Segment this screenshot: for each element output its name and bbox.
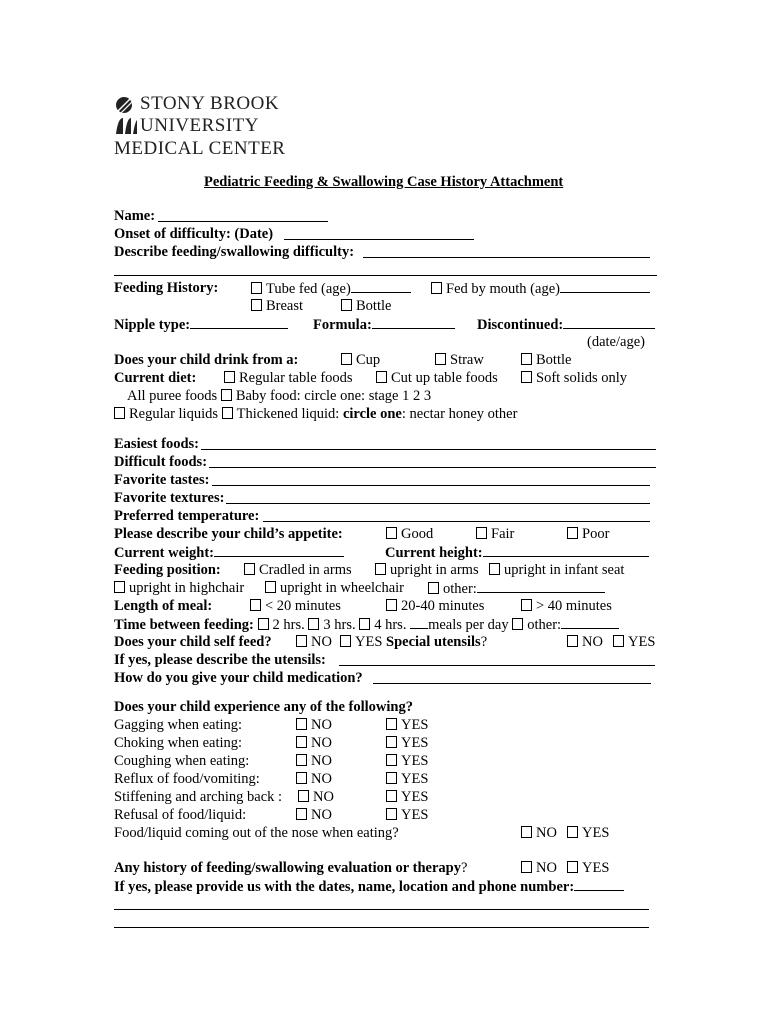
history-field-2[interactable] bbox=[114, 927, 649, 928]
gagging-no[interactable]: NO bbox=[296, 716, 332, 734]
history-label: Any history of feeding/swallowing evaluation or therapy? bbox=[114, 860, 468, 876]
refusal-yes[interactable]: YES bbox=[386, 806, 428, 824]
checkbox[interactable] bbox=[386, 718, 397, 730]
logo-line-2: UNIVERSITY bbox=[140, 115, 259, 136]
feeding-history-label: Feeding History: bbox=[114, 280, 219, 296]
preferred-temp-field[interactable] bbox=[263, 521, 650, 522]
reflux-label: Reflux of food/vomiting: bbox=[114, 771, 260, 787]
checkbox[interactable] bbox=[386, 527, 397, 539]
upright-arms-option[interactable]: upright in arms bbox=[375, 561, 479, 579]
checkbox[interactable] bbox=[244, 563, 255, 575]
diet-label: Current diet: bbox=[114, 370, 197, 386]
highchair-option[interactable]: upright in highchair bbox=[114, 579, 244, 597]
onset-label: Onset of difficulty bbox=[114, 226, 226, 242]
easiest-foods-field[interactable] bbox=[201, 449, 656, 450]
checkbox[interactable] bbox=[222, 407, 233, 419]
nose-no[interactable]: NO bbox=[521, 824, 557, 842]
medication-label: How do you give your child medication? bbox=[114, 670, 363, 686]
checkbox[interactable] bbox=[114, 407, 125, 419]
liquids-row[interactable]: Regular liquids Thickened liquid: circle one: nectar honey other bbox=[114, 405, 517, 423]
utensils-yes[interactable]: YES bbox=[613, 633, 655, 651]
refusal-no[interactable]: NO bbox=[296, 806, 332, 824]
describe-field-2[interactable] bbox=[114, 275, 657, 276]
checkbox[interactable] bbox=[340, 635, 351, 647]
favorite-textures-field[interactable] bbox=[226, 503, 650, 504]
name-label: Name: bbox=[114, 208, 156, 224]
coughing-no[interactable]: NO bbox=[296, 752, 332, 770]
easiest-foods-label: Easiest foods: bbox=[114, 436, 199, 452]
describe-field[interactable] bbox=[363, 257, 650, 258]
checkbox[interactable] bbox=[567, 635, 578, 647]
meal-under-20-option[interactable]: < 20 minutes bbox=[250, 597, 341, 615]
checkbox[interactable] bbox=[386, 808, 397, 820]
position-other-option[interactable]: other: bbox=[428, 579, 605, 598]
cradled-option[interactable]: Cradled in arms bbox=[244, 561, 352, 579]
favorite-tastes-label: Favorite tastes: bbox=[114, 472, 210, 488]
checkbox[interactable] bbox=[512, 618, 523, 630]
weight-label: Current weight: bbox=[114, 543, 344, 562]
onset-row bbox=[114, 225, 273, 243]
logo-line-1: STONY BROOK bbox=[140, 93, 280, 114]
onset-date-label: : (Date) bbox=[225, 226, 274, 242]
preferred-temp-label: Preferred temperature: bbox=[114, 508, 260, 524]
meal-over-40-option[interactable]: > 40 minutes bbox=[521, 597, 612, 615]
describe-label: Describe feeding/swallowing difficulty: bbox=[114, 244, 355, 260]
stiffening-label: Stiffening and arching back : bbox=[114, 789, 283, 805]
checkbox[interactable] bbox=[386, 599, 397, 611]
bottle-option[interactable]: Bottle bbox=[341, 297, 391, 315]
checkbox[interactable] bbox=[114, 581, 125, 593]
checkbox[interactable] bbox=[521, 599, 532, 611]
wheelchair-option[interactable]: upright in wheelchair bbox=[265, 579, 404, 597]
checkbox[interactable] bbox=[308, 618, 319, 630]
coughing-label: Coughing when eating: bbox=[114, 753, 250, 769]
choking-yes[interactable]: YES bbox=[386, 734, 428, 752]
reflux-no[interactable]: NO bbox=[296, 770, 332, 788]
drink-label: Does your child drink from a: bbox=[114, 352, 299, 368]
checkbox[interactable] bbox=[521, 353, 532, 365]
difficult-foods-label: Difficult foods: bbox=[114, 454, 208, 470]
onset-field[interactable] bbox=[284, 239, 474, 240]
checkbox[interactable] bbox=[386, 772, 397, 784]
puree-row[interactable]: All puree foods Baby food: circle one: stage 1 2 3 bbox=[127, 388, 432, 404]
nose-yes[interactable]: YES bbox=[567, 824, 609, 842]
gagging-label: Gagging when eating: bbox=[114, 717, 243, 733]
checkbox[interactable] bbox=[521, 371, 532, 383]
checkbox[interactable] bbox=[386, 790, 397, 802]
gagging-yes[interactable]: YES bbox=[386, 716, 428, 734]
logo-mark-icon bbox=[115, 96, 137, 114]
checkbox[interactable] bbox=[341, 353, 352, 365]
checkbox[interactable] bbox=[296, 772, 307, 784]
utensils-desc-field[interactable] bbox=[339, 665, 655, 666]
height-label: Current height: bbox=[385, 543, 649, 562]
checkbox[interactable] bbox=[224, 371, 235, 383]
checkbox[interactable] bbox=[296, 754, 307, 766]
checkbox[interactable] bbox=[221, 389, 232, 401]
checkbox[interactable] bbox=[251, 299, 262, 311]
checkbox[interactable] bbox=[250, 599, 261, 611]
history-no[interactable]: NO bbox=[521, 859, 557, 877]
soft-solids-option[interactable]: Soft solids only bbox=[521, 369, 627, 387]
breast-option[interactable]: Breast bbox=[251, 297, 303, 315]
cup-option[interactable]: Cup bbox=[341, 351, 380, 369]
formula-label: Formula: bbox=[313, 315, 455, 334]
provide-label: If yes, please provide us with the dates, name, location and phone number: bbox=[114, 877, 624, 896]
infant-seat-option[interactable]: upright in infant seat bbox=[489, 561, 624, 579]
self-feed-no[interactable]: NO bbox=[296, 633, 332, 651]
checkbox[interactable] bbox=[521, 826, 532, 838]
checkbox[interactable] bbox=[359, 618, 370, 630]
poor-option[interactable]: Poor bbox=[567, 525, 609, 543]
tube-fed-option[interactable]: Tube fed (age) bbox=[251, 279, 411, 298]
name-field[interactable] bbox=[158, 221, 328, 222]
checkbox[interactable] bbox=[567, 861, 578, 873]
checkbox[interactable] bbox=[296, 808, 307, 820]
checkbox[interactable] bbox=[375, 563, 386, 575]
difficult-foods-field[interactable] bbox=[209, 467, 656, 468]
meal-length-label: Length of meal: bbox=[114, 598, 213, 614]
fed-by-mouth-option[interactable]: Fed by mouth (age) bbox=[431, 279, 650, 298]
checkbox[interactable] bbox=[567, 527, 578, 539]
medication-field[interactable] bbox=[373, 683, 651, 684]
utensils-no[interactable]: NO bbox=[567, 633, 603, 651]
drink-bottle-option[interactable]: Bottle bbox=[521, 351, 571, 369]
coughing-yes[interactable]: YES bbox=[386, 752, 428, 770]
good-option[interactable]: Good bbox=[386, 525, 433, 543]
self-feed-label: Does your child self feed? bbox=[114, 634, 272, 650]
regular-table-option[interactable]: Regular table foods bbox=[224, 369, 353, 387]
discontinued-label: Discontinued: bbox=[477, 315, 655, 334]
choking-no[interactable]: NO bbox=[296, 734, 332, 752]
choking-label: Choking when eating: bbox=[114, 735, 243, 751]
nose-label: Food/liquid coming out of the nose when eating? bbox=[114, 825, 399, 841]
self-feed-yes[interactable]: YES Special utensils? bbox=[340, 633, 487, 651]
logo-bars-icon bbox=[114, 117, 138, 135]
date-age-label: (date/age) bbox=[587, 334, 645, 350]
straw-option[interactable]: Straw bbox=[435, 351, 484, 369]
position-label: Feeding position: bbox=[114, 562, 221, 578]
checkbox[interactable] bbox=[376, 371, 387, 383]
checkbox[interactable] bbox=[251, 282, 262, 294]
refusal-label: Refusal of food/liquid: bbox=[114, 807, 247, 823]
time-between-row[interactable]: Time between feeding: 2 hrs. 3 hrs. 4 hrs. meals per day other: bbox=[114, 615, 619, 634]
appetite-label: Please describe your child’s appetite: bbox=[114, 526, 343, 542]
meal-20-40-option[interactable]: 20-40 minutes bbox=[386, 597, 484, 615]
favorite-tastes-field[interactable] bbox=[212, 485, 650, 486]
checkbox[interactable] bbox=[296, 718, 307, 730]
stiffening-yes[interactable]: YES bbox=[386, 788, 428, 806]
checkbox[interactable] bbox=[341, 299, 352, 311]
checkbox[interactable] bbox=[265, 581, 276, 593]
history-yes[interactable]: YES bbox=[567, 859, 609, 877]
reflux-yes[interactable]: YES bbox=[386, 770, 428, 788]
checkbox[interactable] bbox=[476, 527, 487, 539]
checkbox[interactable] bbox=[567, 826, 578, 838]
history-field-1[interactable] bbox=[114, 909, 649, 910]
checkbox[interactable] bbox=[386, 754, 397, 766]
checkbox[interactable] bbox=[258, 618, 269, 630]
favorite-textures-label: Favorite textures: bbox=[114, 490, 225, 506]
utensils-desc-label: If yes, please describe the utensils: bbox=[114, 652, 326, 668]
experience-heading: Does your child experience any of the following? bbox=[114, 699, 413, 715]
checkbox[interactable] bbox=[386, 736, 397, 748]
checkbox[interactable] bbox=[489, 563, 500, 575]
checkbox[interactable] bbox=[298, 790, 309, 802]
fair-option[interactable]: Fair bbox=[476, 525, 514, 543]
stiffening-no[interactable]: NO bbox=[298, 788, 334, 806]
cut-up-option[interactable]: Cut up table foods bbox=[376, 369, 498, 387]
checkbox[interactable] bbox=[521, 861, 532, 873]
checkbox[interactable] bbox=[613, 635, 624, 647]
checkbox[interactable] bbox=[428, 582, 439, 594]
page-title: Pediatric Feeding & Swallowing Case History Attachment bbox=[204, 174, 564, 190]
checkbox[interactable] bbox=[431, 282, 442, 294]
checkbox[interactable] bbox=[435, 353, 446, 365]
logo-line-3: MEDICAL CENTER bbox=[114, 138, 286, 159]
nipple-label: Nipple type: bbox=[114, 315, 288, 334]
checkbox[interactable] bbox=[296, 635, 307, 647]
checkbox[interactable] bbox=[296, 736, 307, 748]
